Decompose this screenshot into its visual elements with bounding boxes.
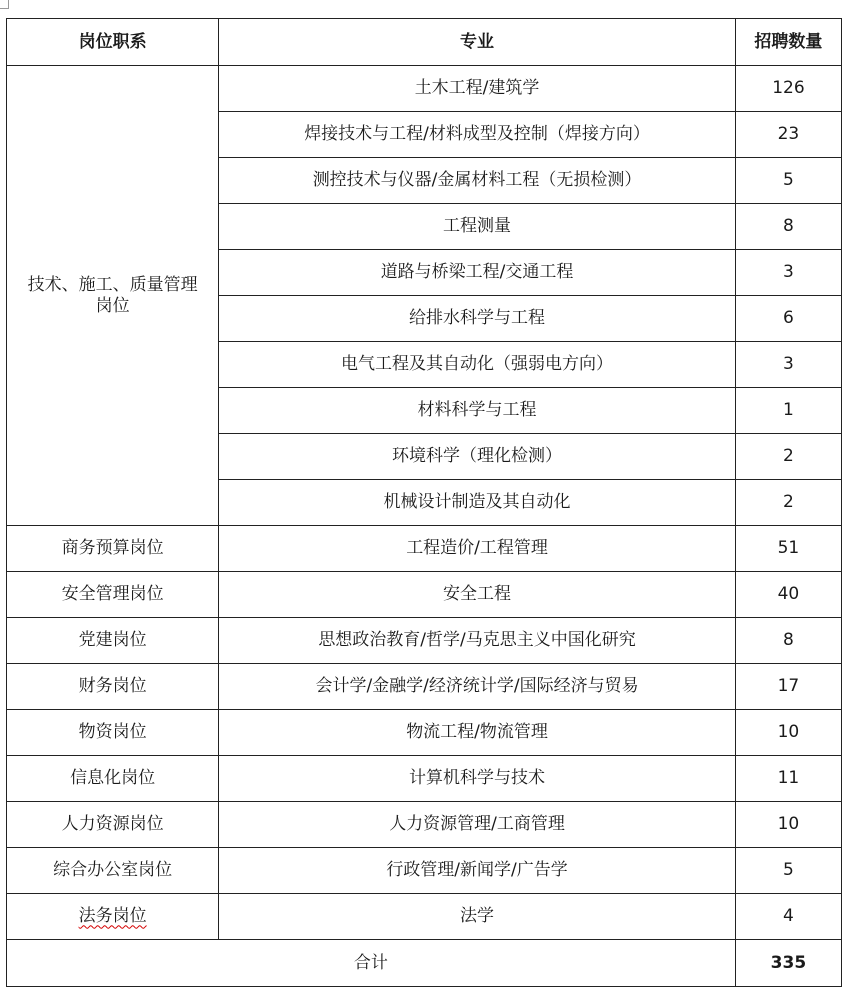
major-cell: 行政管理/新闻学/广告学 xyxy=(219,848,736,894)
count-cell: 10 xyxy=(735,710,841,756)
count-cell: 3 xyxy=(735,250,841,296)
count-cell: 126 xyxy=(735,66,841,112)
major-cell: 环境科学（理化检测） xyxy=(219,434,736,480)
count-cell: 5 xyxy=(735,848,841,894)
total-count: 335 xyxy=(735,940,841,987)
major-cell: 人力资源管理/工商管理 xyxy=(219,802,736,848)
table-row xyxy=(7,710,842,756)
table-row xyxy=(7,802,842,848)
major-cell: 材料科学与工程 xyxy=(219,388,736,434)
major-cell: 工程测量 xyxy=(219,204,736,250)
category-cell: 信息化岗位 xyxy=(7,756,219,802)
category-cell xyxy=(7,894,219,940)
major-cell: 焊接技术与工程/材料成型及控制（焊接方向） xyxy=(219,112,736,158)
category-cell: 综合办公室岗位 xyxy=(7,848,219,894)
count-cell: 8 xyxy=(735,204,841,250)
count-cell: 1 xyxy=(735,388,841,434)
table-row xyxy=(7,618,842,664)
category-cell: 安全管理岗位 xyxy=(7,572,219,618)
header-row xyxy=(7,19,842,66)
count-cell: 11 xyxy=(735,756,841,802)
count-cell: 2 xyxy=(735,480,841,526)
header-category: 岗位职系 xyxy=(7,19,219,66)
table-body xyxy=(7,66,842,987)
count-cell: 17 xyxy=(735,664,841,710)
major-cell: 测控技术与仪器/金属材料工程（无损检测） xyxy=(219,158,736,204)
category-cell: 人力资源岗位 xyxy=(7,802,219,848)
header-major: 专业 xyxy=(219,19,736,66)
count-cell: 4 xyxy=(735,894,841,940)
table-row xyxy=(7,894,842,940)
major-cell: 给排水科学与工程 xyxy=(219,296,736,342)
count-cell: 5 xyxy=(735,158,841,204)
recruitment-table xyxy=(6,18,842,987)
major-cell: 工程造价/工程管理 xyxy=(219,526,736,572)
major-cell: 物流工程/物流管理 xyxy=(219,710,736,756)
category-cell: 物资岗位 xyxy=(7,710,219,756)
major-cell: 思想政治教育/哲学/马克思主义中国化研究 xyxy=(219,618,736,664)
major-cell: 机械设计制造及其自动化 xyxy=(219,480,736,526)
count-cell: 51 xyxy=(735,526,841,572)
count-cell: 2 xyxy=(735,434,841,480)
table-row xyxy=(7,664,842,710)
table-row xyxy=(7,572,842,618)
total-row xyxy=(7,940,842,987)
total-label: 合计 xyxy=(7,940,736,987)
major-cell: 安全工程 xyxy=(219,572,736,618)
count-cell: 40 xyxy=(735,572,841,618)
table-row xyxy=(7,66,842,112)
major-cell: 道路与桥梁工程/交通工程 xyxy=(219,250,736,296)
major-cell: 土木工程/建筑学 xyxy=(219,66,736,112)
table-row xyxy=(7,756,842,802)
count-cell: 10 xyxy=(735,802,841,848)
count-cell: 3 xyxy=(735,342,841,388)
category-cell: 财务岗位 xyxy=(7,664,219,710)
group-category-cell xyxy=(7,66,219,526)
count-cell: 6 xyxy=(735,296,841,342)
category-cell: 商务预算岗位 xyxy=(7,526,219,572)
major-cell: 计算机科学与技术 xyxy=(219,756,736,802)
corner-crop-mark xyxy=(0,0,9,9)
group-category-line2: 岗位 xyxy=(95,295,130,316)
table-row xyxy=(7,848,842,894)
major-cell: 会计学/金融学/经济统计学/国际经济与贸易 xyxy=(219,664,736,710)
count-cell: 23 xyxy=(735,112,841,158)
header-count: 招聘数量 xyxy=(735,19,841,66)
spellcheck-marked-category: 法务岗位 xyxy=(78,906,147,927)
table-row xyxy=(7,526,842,572)
major-cell: 法学 xyxy=(219,894,736,940)
major-cell: 电气工程及其自动化（强弱电方向） xyxy=(219,342,736,388)
count-cell: 8 xyxy=(735,618,841,664)
group-category-line1: 技术、施工、质量管理 xyxy=(27,275,198,296)
category-cell: 党建岗位 xyxy=(7,618,219,664)
